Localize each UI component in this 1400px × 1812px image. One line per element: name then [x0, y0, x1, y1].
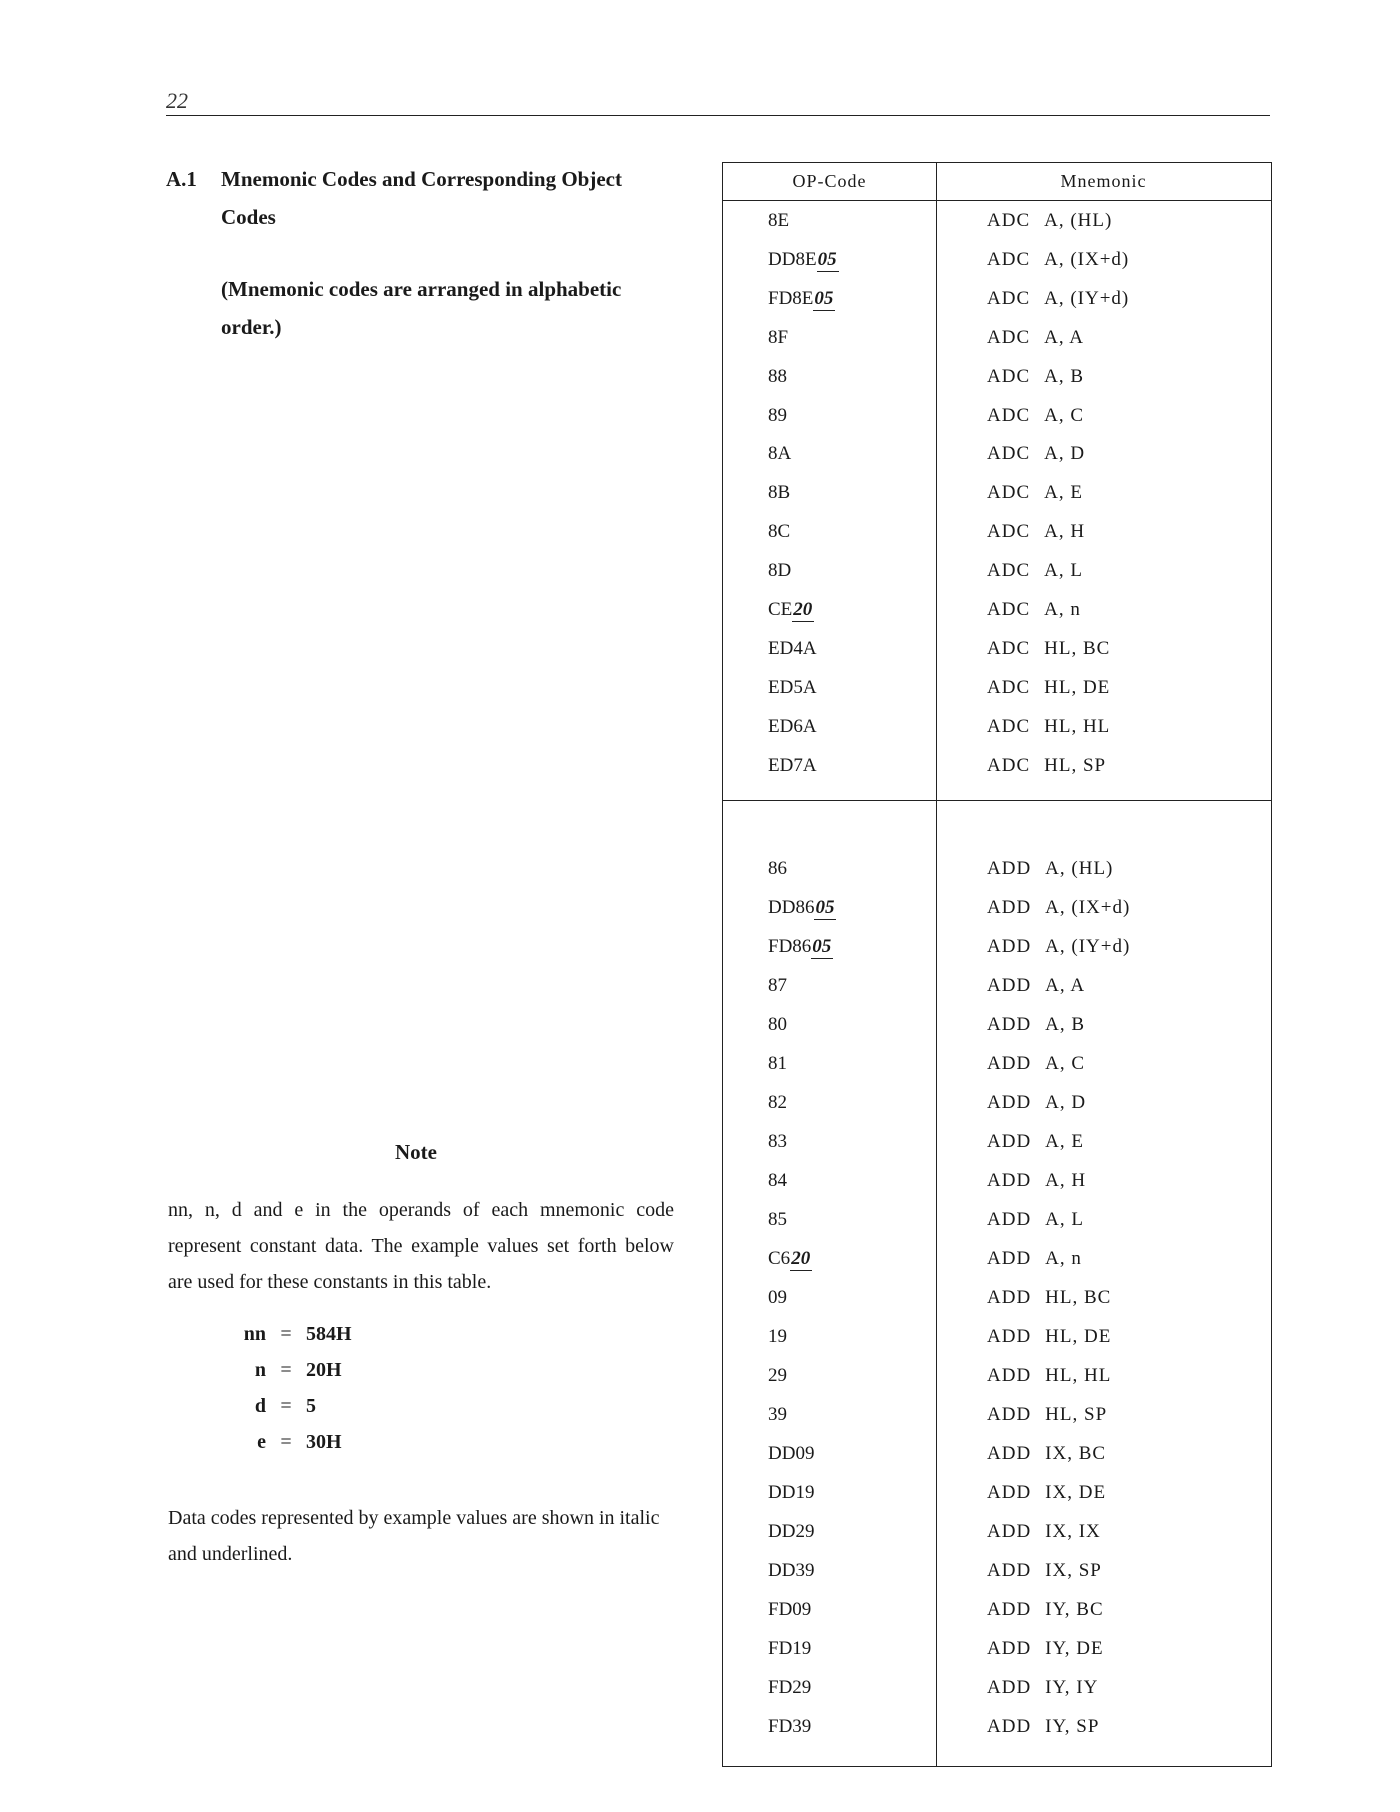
group-divider [723, 800, 1271, 801]
opcode-base: 83 [768, 1131, 787, 1152]
mnemonic-cell [987, 210, 1112, 232]
mnemonic-operand: IX, DE [1045, 1482, 1107, 1503]
mnemonic-operand: IX, IX [1045, 1521, 1101, 1542]
opcode-base: FD09 [768, 1599, 812, 1620]
mnemonic-operand: A, (IX+d) [1045, 897, 1131, 918]
table-row [723, 1677, 1271, 1715]
mnemonic-instruction: ADD [987, 1287, 1032, 1308]
note-footer: Data codes represented by example values are shown in italic and underlined. [168, 1507, 660, 1565]
opcode-cell [768, 521, 790, 543]
opcode-cell [768, 1014, 787, 1036]
table-row [723, 858, 1271, 896]
mnemonic-operand: HL, HL [1045, 1365, 1112, 1386]
mnemonic-cell [987, 249, 1129, 271]
opcode-base: DD8E [768, 248, 817, 270]
opcode-cell [768, 1560, 814, 1582]
mnemonic-operand: A, A [1044, 326, 1085, 348]
opcode-cell [768, 1131, 787, 1153]
note-paragraph: nn, n, d and e in the operands of each mnemonic code represent constant data. The example values set forth below are used for these constants in this table. [168, 1199, 674, 1293]
mnemonic-cell [987, 1287, 1111, 1309]
opcode-base: FD8E [768, 287, 814, 309]
mnemonic-cell [987, 1599, 1104, 1621]
page-number: 22 [166, 88, 188, 113]
opcode-base: ED4A [768, 637, 817, 659]
mnemonic-operand: A, D [1045, 1092, 1087, 1113]
opcode-cell [768, 1365, 787, 1387]
mnemonic-operand: HL, DE [1044, 676, 1111, 698]
mnemonic-operand: A, D [1044, 443, 1086, 465]
opcode-base: 09 [768, 1287, 787, 1308]
mnemonic-operand: A, B [1045, 1014, 1086, 1035]
opcode-base: 19 [768, 1326, 787, 1347]
mnemonic-cell [987, 327, 1084, 349]
opcode-cell [768, 482, 790, 504]
constant-equals: = [280, 1323, 292, 1345]
constant-equals: = [280, 1431, 292, 1453]
constant-name: d [254, 1395, 266, 1417]
mnemonic-instruction: ADD [987, 975, 1032, 996]
mnemonic-cell [987, 443, 1085, 465]
mnemonic-instruction: ADD [987, 1404, 1032, 1425]
opcode-base: ED5A [768, 676, 817, 698]
mnemonic-instruction: ADC [987, 326, 1031, 348]
mnemonic-instruction: ADD [987, 1092, 1032, 1113]
table-row [723, 482, 1271, 520]
opcode-base: FD19 [768, 1638, 812, 1659]
mnemonic-operand: A, (IY+d) [1044, 287, 1130, 309]
table-row [723, 1521, 1271, 1559]
table-row [723, 1404, 1271, 1442]
opcode-cell [768, 677, 817, 699]
opcode-cell [768, 560, 791, 582]
table-row [723, 1053, 1271, 1091]
opcode-cell [768, 1248, 812, 1270]
mnemonic-cell [987, 936, 1130, 958]
mnemonic-operand: HL, BC [1044, 637, 1111, 659]
mnemonic-instruction: ADD [987, 1443, 1032, 1464]
opcode-cell [768, 716, 817, 738]
mnemonic-operand: A, L [1045, 1209, 1084, 1230]
mnemonic-operand: A, C [1044, 404, 1085, 426]
mnemonic-instruction: ADC [987, 715, 1031, 737]
mnemonic-operand: A, n [1044, 599, 1081, 620]
opcode-cell [768, 1599, 811, 1621]
opcode-cell [768, 288, 835, 310]
table-row [723, 1209, 1271, 1247]
table-row [723, 1365, 1271, 1403]
mnemonic-instruction: ADD [987, 1248, 1032, 1269]
section-subtitle: (Mnemonic codes are arranged in alphabetic order.) [221, 277, 622, 339]
mnemonic-instruction: ADD [987, 1209, 1032, 1230]
opcode-cell [768, 1677, 811, 1699]
mnemonic-cell [987, 1677, 1098, 1699]
mnemonic-operand: IY, IY [1045, 1677, 1099, 1698]
opcode-base: 84 [768, 1170, 787, 1191]
opcode-base: 86 [768, 858, 787, 879]
table-row [723, 249, 1271, 287]
opcode-cell [768, 327, 788, 349]
mnemonic-operand: HL, BC [1045, 1287, 1112, 1308]
mnemonic-instruction: ADD [987, 1521, 1032, 1542]
opcode-base: ED6A [768, 715, 817, 737]
mnemonic-operand: A, E [1045, 1131, 1084, 1152]
mnemonic-cell [987, 1560, 1102, 1582]
opcode-cell [768, 405, 787, 427]
example-data: 05 [817, 248, 837, 270]
mnemonic-cell [987, 599, 1081, 621]
opcode-base: DD86 [768, 897, 815, 918]
note-heading: Note [395, 1140, 437, 1164]
mnemonic-cell [987, 638, 1110, 660]
opcode-cell [768, 1404, 787, 1426]
mnemonic-instruction: ADD [987, 897, 1032, 918]
mnemonic-operand: HL, SP [1045, 1404, 1108, 1425]
opcode-cell [768, 1287, 787, 1309]
constant-value: 584H [306, 1323, 352, 1345]
mnemonic-operand: IY, DE [1045, 1638, 1104, 1659]
mnemonic-instruction: ADC [987, 637, 1031, 659]
opcode-base: FD86 [768, 936, 812, 957]
mnemonic-operand: HL, SP [1044, 754, 1107, 776]
table-row [723, 1170, 1271, 1208]
table-row [723, 716, 1271, 754]
mnemonic-instruction: ADD [987, 1014, 1032, 1035]
mnemonic-instruction: ADC [987, 482, 1031, 504]
mnemonic-cell [987, 1014, 1085, 1036]
opcode-cell [768, 936, 833, 958]
mnemonic-instruction: ADD [987, 1638, 1032, 1659]
opcode-base: 8E [768, 210, 790, 231]
opcode-base: DD29 [768, 1521, 815, 1542]
constant-equals: = [280, 1359, 292, 1381]
mnemonic-instruction: ADD [987, 1365, 1032, 1386]
opcode-base: 8B [768, 482, 791, 504]
opcode-cell [768, 1326, 787, 1348]
opcode-cell [768, 897, 836, 919]
table-row [723, 677, 1271, 715]
constant-value: 20H [306, 1359, 342, 1381]
opcode-cell [768, 249, 839, 271]
mnemonic-instruction: ADD [987, 1599, 1032, 1620]
opcode-base: 8D [768, 560, 792, 582]
opcode-base: DD19 [768, 1482, 815, 1503]
header-opcode: OP-Code [792, 171, 867, 191]
mnemonic-cell [987, 366, 1084, 388]
table-row [723, 1443, 1271, 1481]
mnemonic-cell [987, 1365, 1111, 1387]
opcode-cell [768, 599, 814, 621]
constant-name: nn [243, 1323, 266, 1345]
table-row [723, 1014, 1271, 1052]
mnemonic-operand: IX, BC [1045, 1443, 1107, 1464]
section-title: Mnemonic Codes and Corresponding Object Codes [221, 167, 622, 229]
mnemonic-operand: A, L [1044, 560, 1083, 582]
mnemonic-operand: A, E [1044, 482, 1083, 504]
mnemonic-instruction: ADD [987, 1170, 1032, 1191]
mnemonic-operand: A, H [1045, 1170, 1087, 1191]
opcode-cell [768, 210, 789, 232]
opcode-base: 89 [768, 404, 787, 426]
opcode-base: 82 [768, 1092, 787, 1113]
opcode-base: FD29 [768, 1677, 812, 1698]
table-row [723, 560, 1271, 598]
mnemonic-instruction: ADD [987, 1131, 1032, 1152]
opcode-base: FD39 [768, 1716, 812, 1737]
constant-name: n [254, 1359, 266, 1381]
table-row [723, 1131, 1271, 1169]
opcode-base: 88 [768, 365, 787, 387]
mnemonic-operand: A, A [1045, 975, 1086, 996]
opcode-cell [768, 443, 791, 465]
table-row [723, 327, 1271, 365]
mnemonic-cell [987, 1326, 1111, 1348]
mnemonic-cell [987, 405, 1084, 427]
mnemonic-operand: A, n [1045, 1248, 1082, 1269]
constant-row [230, 1316, 352, 1352]
mnemonic-instruction: ADD [987, 1326, 1032, 1347]
table-row [723, 975, 1271, 1013]
table-row [723, 405, 1271, 443]
mnemonic-operand: HL, HL [1044, 715, 1111, 737]
table-row [723, 1248, 1271, 1286]
section-number: A.1 [166, 167, 197, 191]
opcode-cell [768, 1521, 814, 1543]
table-row [723, 599, 1271, 637]
mnemonic-instruction: ADD [987, 1482, 1032, 1503]
mnemonic-instruction: ADD [987, 858, 1032, 879]
opcode-base: ED7A [768, 754, 817, 776]
mnemonic-instruction: ADD [987, 1716, 1032, 1737]
opcode-cell [768, 1170, 787, 1192]
constant-name: e [257, 1431, 266, 1453]
opcode-base: C6 [768, 1248, 791, 1269]
mnemonic-cell [987, 1443, 1106, 1465]
mnemonic-instruction: ADC [987, 248, 1031, 270]
mnemonic-cell [987, 1053, 1085, 1075]
mnemonic-operand: IX, SP [1045, 1560, 1102, 1581]
mnemonic-cell [987, 288, 1129, 310]
mnemonic-cell [987, 1248, 1082, 1270]
mnemonic-operand: A, (IX+d) [1044, 248, 1130, 270]
constant-value: 30H [306, 1431, 342, 1453]
header-mnemonic: Mnemonic [1060, 171, 1147, 191]
mnemonic-cell [987, 975, 1085, 997]
constant-equals: = [280, 1395, 292, 1417]
table-row [723, 1638, 1271, 1676]
opcode-base: CE [768, 599, 793, 620]
opcode-cell [768, 1092, 787, 1114]
mnemonic-instruction: ADC [987, 210, 1031, 231]
mnemonic-instruction: ADC [987, 599, 1031, 620]
table-row [723, 443, 1271, 481]
opcode-cell [768, 975, 787, 997]
mnemonic-cell [987, 1716, 1099, 1738]
table-row [723, 897, 1271, 935]
mnemonic-instruction: ADC [987, 521, 1031, 543]
mnemonic-instruction: ADD [987, 1053, 1032, 1074]
example-data: 20 [793, 599, 813, 620]
opcode-base: 8A [768, 443, 792, 465]
mnemonic-cell [987, 1638, 1104, 1660]
mnemonic-cell [987, 1404, 1107, 1426]
mnemonic-cell [987, 521, 1085, 543]
mnemonic-operand: IY, BC [1045, 1599, 1104, 1620]
constant-row [230, 1388, 352, 1424]
example-data: 05 [814, 287, 834, 309]
mnemonic-instruction: ADC [987, 676, 1031, 698]
section-heading [166, 160, 686, 346]
mnemonic-cell [987, 897, 1130, 919]
opcode-cell [768, 1053, 787, 1075]
mnemonic-cell [987, 677, 1110, 699]
table-row [723, 1599, 1271, 1637]
mnemonic-instruction: ADD [987, 1677, 1032, 1698]
mnemonic-cell [987, 716, 1110, 738]
mnemonic-instruction: ADC [987, 404, 1031, 426]
mnemonic-cell [987, 1131, 1084, 1153]
table-row [723, 210, 1271, 248]
opcode-base: DD39 [768, 1560, 815, 1581]
mnemonic-operand: IY, SP [1045, 1716, 1100, 1737]
opcode-cell [768, 1638, 811, 1660]
mnemonic-instruction: ADC [987, 365, 1031, 387]
mnemonic-cell [987, 755, 1106, 777]
mnemonic-cell [987, 858, 1113, 880]
table-row [723, 755, 1271, 793]
constants-list [230, 1316, 352, 1460]
opcode-table [722, 162, 1272, 1767]
mnemonic-instruction: ADC [987, 560, 1031, 582]
opcode-base: 81 [768, 1053, 787, 1074]
opcode-base: 85 [768, 1209, 787, 1230]
opcode-base: 80 [768, 1014, 787, 1035]
mnemonic-cell [987, 1482, 1106, 1504]
constant-row [230, 1424, 352, 1460]
table-row [723, 521, 1271, 559]
opcode-cell [768, 1443, 814, 1465]
opcode-cell [768, 638, 817, 660]
mnemonic-operand: A, H [1044, 521, 1086, 543]
mnemonic-cell [987, 1092, 1086, 1114]
opcode-base: 8F [768, 326, 789, 348]
opcode-base: DD09 [768, 1443, 815, 1464]
example-data: 05 [812, 936, 832, 957]
example-data: 20 [791, 1248, 811, 1269]
opcode-cell [768, 1209, 787, 1231]
mnemonic-operand: A, B [1044, 365, 1085, 387]
mnemonic-instruction: ADC [987, 287, 1031, 309]
table-row [723, 1560, 1271, 1598]
table-row [723, 638, 1271, 676]
mnemonic-cell [987, 1209, 1084, 1231]
constant-row [230, 1352, 352, 1388]
table-row [723, 1716, 1271, 1754]
mnemonic-cell [987, 1170, 1086, 1192]
opcode-cell [768, 755, 817, 777]
opcode-base: 87 [768, 975, 787, 996]
opcode-base: 39 [768, 1404, 787, 1425]
table-row [723, 1287, 1271, 1325]
table-row [723, 1482, 1271, 1520]
table-row [723, 1092, 1271, 1130]
opcode-cell [768, 1716, 811, 1738]
mnemonic-cell [987, 560, 1083, 582]
opcode-cell [768, 1482, 814, 1504]
table-row [723, 936, 1271, 974]
mnemonic-cell [987, 1521, 1101, 1543]
mnemonic-instruction: ADD [987, 1560, 1032, 1581]
mnemonic-operand: A, (IY+d) [1045, 936, 1131, 957]
mnemonic-operand: A, (HL) [1044, 210, 1113, 231]
opcode-base: 8C [768, 521, 791, 543]
opcode-cell [768, 366, 787, 388]
mnemonic-operand: A, C [1045, 1053, 1086, 1074]
example-data: 05 [815, 897, 835, 918]
mnemonic-cell [987, 482, 1083, 504]
table-row [723, 366, 1271, 404]
mnemonic-instruction: ADC [987, 443, 1031, 465]
opcode-cell [768, 858, 787, 880]
header-rule [166, 115, 1270, 116]
mnemonic-operand: HL, DE [1045, 1326, 1112, 1347]
constant-value: 5 [306, 1395, 316, 1417]
table-row [723, 288, 1271, 326]
mnemonic-instruction: ADC [987, 754, 1031, 776]
table-header [723, 163, 1271, 201]
opcode-base: 29 [768, 1365, 787, 1386]
mnemonic-instruction: ADD [987, 936, 1032, 957]
mnemonic-operand: A, (HL) [1045, 858, 1114, 879]
section-title-row [166, 160, 686, 236]
table-row [723, 1326, 1271, 1364]
